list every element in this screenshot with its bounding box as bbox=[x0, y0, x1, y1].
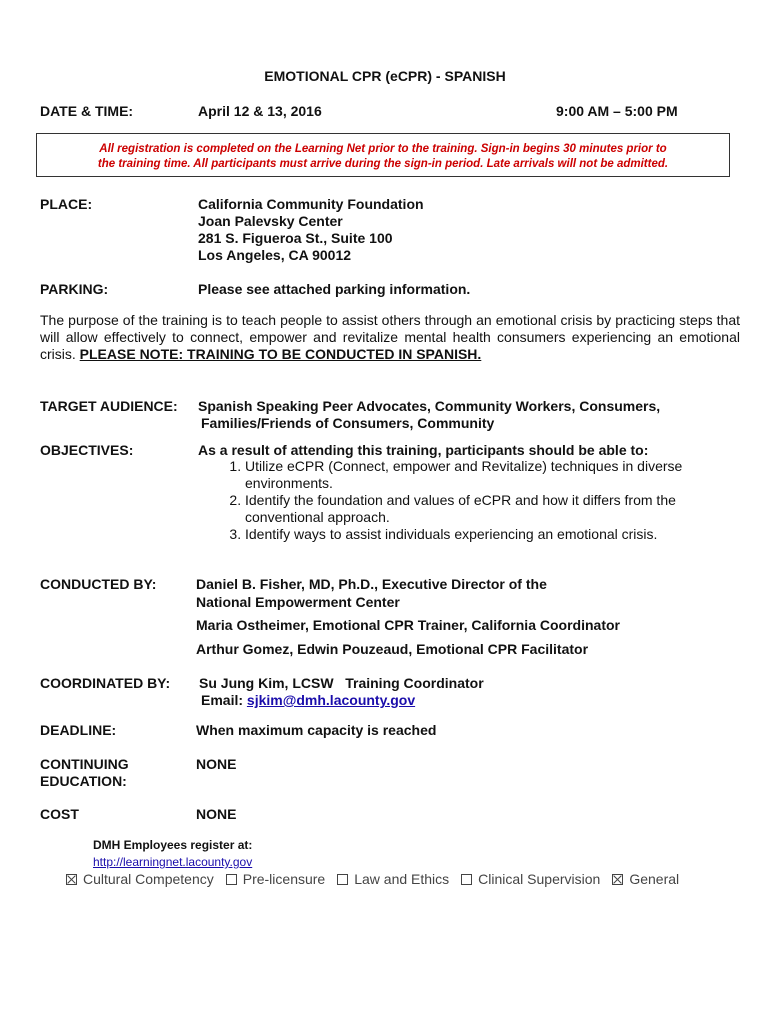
register-label: DMH Employees register at: bbox=[93, 838, 253, 852]
date-time-label: DATE & TIME: bbox=[40, 103, 134, 119]
email-link[interactable]: sjkim@dmh.lacounty.gov bbox=[246, 692, 416, 708]
objectives-intro: As a result of attending this training, participants should be able to: bbox=[198, 442, 649, 458]
objective-item: 2. Identify the foundation and values of eCPR and how it differs from the conventional approach. bbox=[245, 492, 735, 526]
category-label: General bbox=[629, 871, 680, 887]
target-audience-line-1: Spanish Speaking Peer Advocates, Community Workers, Consumers, bbox=[198, 398, 661, 414]
place-line: California Community Foundation bbox=[198, 196, 424, 212]
coordinator-email-row bbox=[201, 692, 415, 708]
continuing-education-label-line: EDUCATION: bbox=[40, 773, 127, 789]
place-line: Joan Palevsky Center bbox=[198, 213, 343, 229]
continuing-education-label bbox=[40, 756, 129, 790]
objective-item: 1. Utilize eCPR (Connect, empower and Revitalize) techniques in diverse environments. bbox=[245, 458, 735, 492]
conducted-by-label: CONDUCTED BY: bbox=[40, 576, 157, 592]
deadline-value: When maximum capacity is reached bbox=[196, 722, 437, 738]
place-line: Los Angeles, CA 90012 bbox=[198, 247, 352, 263]
checked-box-icon[interactable] bbox=[66, 874, 77, 885]
notice-line-1: All registration is completed on the Learning Net prior to the training. Sign-in begins 30 minutes prior to bbox=[99, 143, 667, 155]
conducted-by-line-2: National Empowerment Center bbox=[196, 594, 400, 610]
purpose-note: PLEASE NOTE: TRAINING TO BE CONDUCTED IN SPANISH. bbox=[79, 346, 482, 362]
registration-notice bbox=[36, 133, 730, 177]
conducted-by-line-1: Daniel B. Fisher, MD, Ph.D., Executive Director of the bbox=[196, 576, 547, 592]
category-clinical-supervision[interactable] bbox=[461, 871, 600, 887]
place-label: PLACE: bbox=[40, 196, 93, 212]
category-pre-licensure[interactable] bbox=[226, 871, 325, 887]
place-line: 281 S. Figueroa St., Suite 100 bbox=[198, 230, 393, 246]
category-general[interactable] bbox=[612, 871, 679, 887]
category-label: Cultural Competency bbox=[83, 871, 214, 887]
place-address bbox=[198, 196, 424, 264]
parking-label: PARKING: bbox=[40, 281, 109, 297]
parking-value: Please see attached parking information. bbox=[198, 281, 471, 297]
objectives-list bbox=[198, 458, 735, 543]
register-url-link[interactable]: http://learningnet.lacounty.gov bbox=[93, 855, 253, 869]
notice-line-2: the training time. All participants must arrive during the sign-in period. Late arrivals will not be admitted. bbox=[97, 158, 669, 170]
time-value: 9:00 AM – 5:00 PM bbox=[556, 103, 678, 119]
deadline-label: DEADLINE: bbox=[40, 722, 117, 738]
objective-item: 3. Identify ways to assist individuals experiencing an emotional crisis. bbox=[245, 526, 735, 543]
purpose-text: The purpose of the training is to teach people to assist others through an emotional crisis by practicing steps that will allow effectively to connect, empower and revitalize mental health consumers experiencing an emotional crisis. bbox=[40, 312, 740, 362]
category-label: Pre-licensure bbox=[242, 871, 326, 887]
category-law-and-ethics[interactable] bbox=[337, 871, 449, 887]
continuing-education-value: NONE bbox=[196, 756, 237, 772]
checked-box-icon[interactable] bbox=[612, 874, 623, 885]
unchecked-box-icon[interactable] bbox=[226, 874, 237, 885]
category-checkboxes bbox=[66, 871, 691, 887]
coordinator-name: Su Jung Kim, LCSW Training Coordinator bbox=[199, 675, 484, 691]
date-value: April 12 & 13, 2016 bbox=[198, 103, 322, 119]
purpose-paragraph bbox=[40, 312, 740, 363]
conducted-by-line-3: Maria Ostheimer, Emotional CPR Trainer, California Coordinator bbox=[196, 617, 620, 633]
email-label: Email: bbox=[201, 692, 244, 708]
continuing-education-label-line: CONTINUING bbox=[40, 756, 129, 772]
target-audience-line-2: Families/Friends of Consumers, Community bbox=[201, 415, 495, 431]
coordinated-by-label: COORDINATED BY: bbox=[40, 675, 171, 691]
unchecked-box-icon[interactable] bbox=[337, 874, 348, 885]
cost-value: NONE bbox=[196, 806, 237, 822]
category-cultural-competency[interactable] bbox=[66, 871, 214, 887]
cost-label: COST bbox=[40, 806, 79, 822]
category-label: Clinical Supervision bbox=[478, 871, 601, 887]
document-title: EMOTIONAL CPR (eCPR) - SPANISH bbox=[264, 68, 506, 84]
conducted-by-line-4: Arthur Gomez, Edwin Pouzeaud, Emotional CPR Facilitator bbox=[196, 641, 589, 657]
category-label: Law and Ethics bbox=[354, 871, 450, 887]
unchecked-box-icon[interactable] bbox=[461, 874, 472, 885]
target-audience-label: TARGET AUDIENCE: bbox=[40, 398, 178, 414]
objectives-label: OBJECTIVES: bbox=[40, 442, 134, 458]
